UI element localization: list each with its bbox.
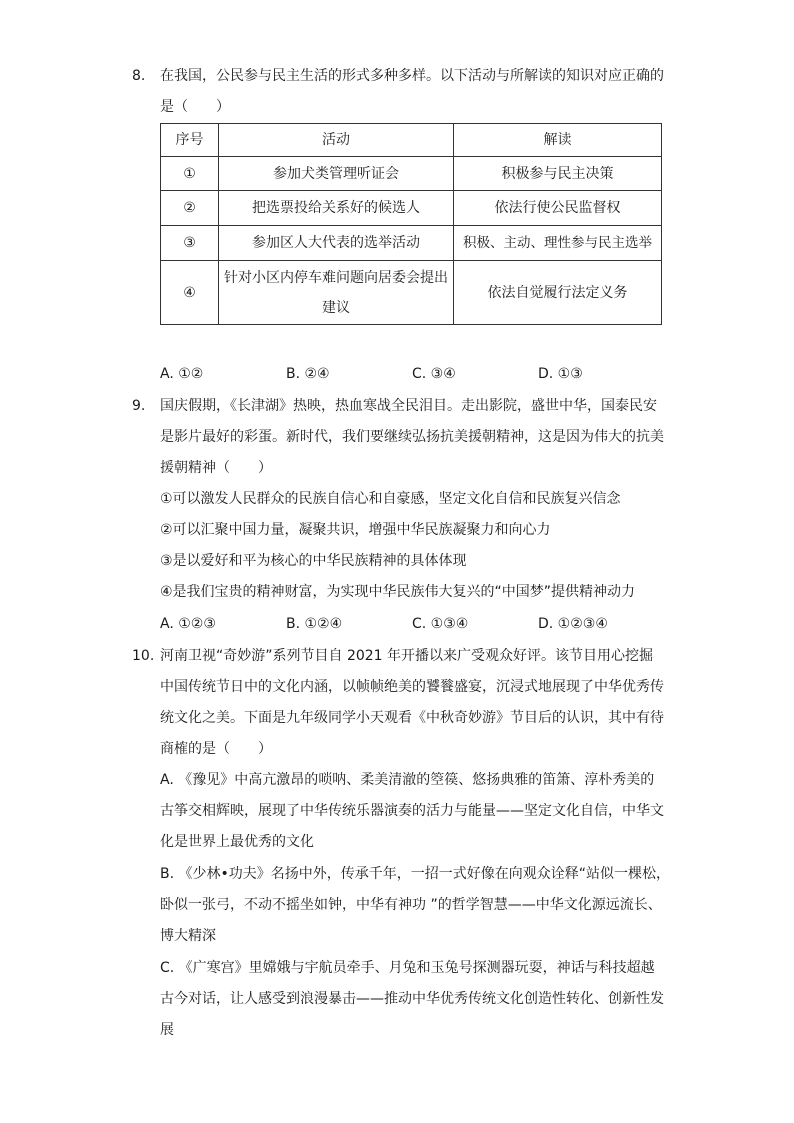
table-cell-line: 建议 (322, 299, 350, 316)
table-cell: ③ (161, 226, 219, 261)
table-header-cell: 活动 (219, 124, 454, 157)
question-9-line: 援朝精神（ ） (160, 460, 272, 476)
q10-option-c-line: C. 《广寒宫》里嫦娥与宇航员牵手、月兔和玉兔号探测器玩耍，神话与科技超越 (160, 960, 655, 976)
question-8-table (160, 123, 662, 325)
table-cell: 参加犬类管理听证会 (219, 157, 454, 191)
q10-option-b-line: 卧似一张弓，不动不摇坐如钟，中华有神功 ”的哲学智慧——中华文化源远流长、 (160, 897, 662, 913)
table-cell: 积极、主动、理性参与民主选举 (454, 226, 662, 261)
table-row (161, 261, 662, 325)
table-header-cell: 序号 (161, 124, 219, 157)
table-cell: 依法自觉履行法定义务 (454, 261, 662, 325)
table-cell-multiline (219, 261, 454, 325)
table-cell-line: 针对小区内停车难问题向居委会提出 (224, 269, 448, 286)
q9-option-a: A. ①②③ (160, 616, 216, 632)
question-10-line: 中国传统节日中的文化内涵，以帧帧绝美的饕餮盛宴，沉浸式地展现了中华优秀传 (160, 679, 664, 695)
q10-option-a-line: 古筝交相辉映，展现了中华传统乐器演奏的活力与能量——坚定文化自信，中华文 (160, 803, 664, 819)
question-10-line: 商榷的是（ ） (160, 741, 272, 757)
q10-option-a-line: 化是世界上最优秀的文化 (160, 834, 314, 850)
question-9-item: ②可以汇聚中国力量，凝聚共识，增强中华民族凝聚力和向心力 (160, 522, 551, 538)
q10-option-a-line: A. 《豫见》中高亢激昂的唢呐、柔美清澈的箜篌、悠扬典雅的笛箫、淳朴秀美的 (160, 772, 655, 788)
table-cell: 把选票投给关系好的候选人 (219, 191, 454, 226)
table-cell: 积极参与民主决策 (454, 157, 662, 191)
question-10-number: 10. (132, 648, 155, 664)
question-9-line: 是影片最好的彩蛋。新时代，我们要继续弘扬抗美援朝精神，这是因为伟大的抗美 (160, 429, 664, 445)
q8-option-a: A. ①② (160, 366, 204, 382)
question-8-stem-line-2: 是（ ） (160, 99, 230, 115)
table-cell: ④ (161, 261, 219, 325)
question-8-stem-line-1: 在我国，公民参与民主生活的形式多种多样。以下活动与所解读的知识对应正确的 (160, 68, 664, 84)
table-cell: ① (161, 157, 219, 191)
question-9-item: ④是我们宝贵的精神财富，为实现中华民族伟大复兴的“中国梦”提供精神动力 (160, 584, 636, 600)
question-10-line: 河南卫视“奇妙游”系列节目自 2021 年开播以来广受观众好评。该节目用心挖掘 (160, 648, 654, 664)
q8-option-b: B. ②④ (286, 366, 330, 382)
question-9-number: 9. (132, 398, 146, 414)
question-9-line: 国庆假期，《长津湖》热映，热血寒战全民泪目。走出影院，盛世中华，国泰民安 (160, 398, 657, 414)
q10-option-c-line: 古今对话，让人感受到浪漫暴击——推动中华优秀传统文化创造性转化、创新性发 (160, 991, 664, 1007)
q10-option-c-line: 展 (160, 1022, 174, 1038)
table-row (161, 226, 662, 261)
question-8-number: 8. (132, 68, 146, 84)
q8-option-d: D. ①③ (538, 366, 583, 382)
q9-option-b: B. ①②④ (286, 616, 343, 632)
q10-option-b-line: 博大精深 (160, 928, 216, 944)
table-cell: 参加区人大代表的选举活动 (219, 226, 454, 261)
q9-option-c: C. ①③④ (412, 616, 469, 632)
question-10-line: 统文化之美。下面是九年级同学小天观看《中秋奇妙游》节目后的认识，其中有待 (160, 710, 664, 726)
table-header-row (161, 124, 662, 157)
table-row (161, 191, 662, 226)
table-cell: 依法行使公民监督权 (454, 191, 662, 226)
question-9-item: ③是以爱好和平为核心的中华民族精神的具体体现 (160, 553, 467, 569)
table-header-cell: 解读 (454, 124, 662, 157)
q10-option-b-line: B. 《少林•功夫》名扬中外，传承千年，一招一式好像在向观众诠释“站似一棵松， (160, 866, 671, 882)
question-9-item: ①可以激发人民群众的民族自信心和自豪感，坚定文化自信和民族复兴信念 (160, 491, 621, 507)
q9-option-d: D. ①②③④ (538, 616, 608, 632)
table-row (161, 157, 662, 191)
table-cell: ② (161, 191, 219, 226)
q8-option-c: C. ③④ (412, 366, 456, 382)
